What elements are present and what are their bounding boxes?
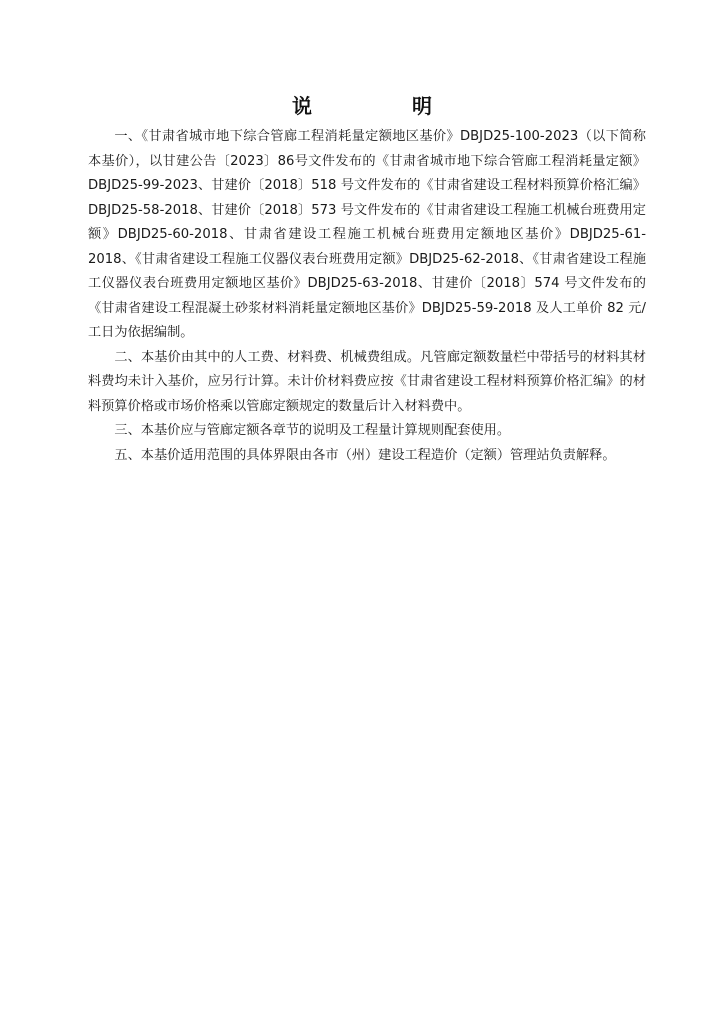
paragraph-3: 三、本基价应与管廊定额各章节的说明及工程量计算规则配套使用。 — [114, 423, 511, 438]
paragraph-5: 五、本基价适用范围的具体界限由各市（州）建设工程造价（定额）管理站负责解释。 — [114, 447, 616, 463]
explanation-body — [88, 125, 646, 468]
paragraph-1: 一、《甘肃省城市地下综合管廊工程消耗量定额地区基价》DBJD25-100-2023（以下简称本基价），以甘建公告〔2023〕86号文件发布的《甘肃省城市地下综合管廊工程消耗量定额》DBJD25-99-2023、甘建价〔2018〕518 号文件发布的《甘肃省建设工程材料预算价格汇编》DBJD25-58-2018、甘建价〔2018〕573 号文件发布的《甘肃省建设工程施工机械台班费用定额》DBJD25-60-2018、甘肃省建设工程施工机械台班费用定额地区基价》DBJD25-61-2018、《甘肃省建设工程施工仪器仪表台班费用定额》DBJD25-62-2018、《甘肃省建设工程施工仪器仪表台班费用定额地区基价》DBJD25-63-2018、甘建价〔2018〕574 号文件发布的《甘肃省建设工程混凝土砂浆材料消耗量定额地区基价》DBJD25-59-2018 及人工单价 82 元/工日为依据编制。 — [88, 129, 646, 340]
paragraph-2: 二、本基价由其中的人工费、材料费、机械费组成。凡管廊定额数量栏中带括号的材料其材料费均未计入基价，应另行计算。未计价材料费应按《甘肃省建设工程材料预算价格汇编》的材料预算价格或市场价格乘以管廊定额规定的数量后计入材料费中。 — [88, 349, 646, 414]
page-title: 说 明 — [292, 94, 472, 118]
